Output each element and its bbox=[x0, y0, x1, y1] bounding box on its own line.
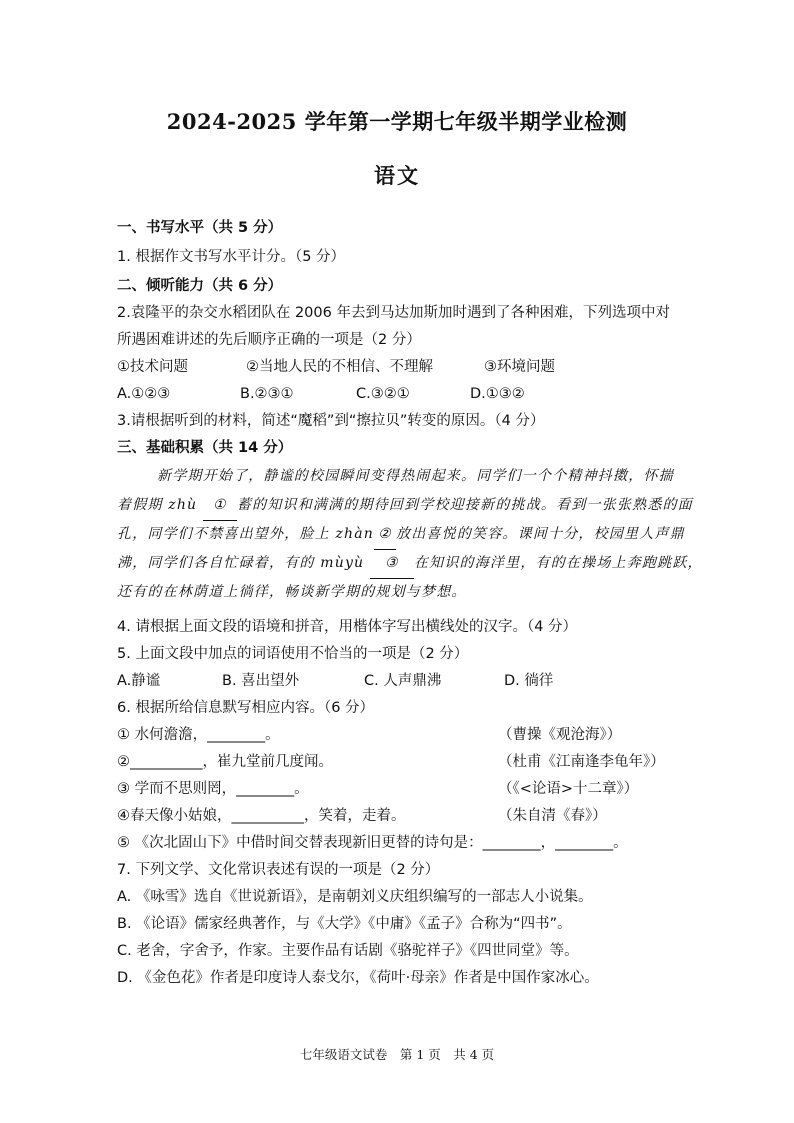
page-footer: 七年级语文试卷 第 1 页 共 4 页 bbox=[299, 1047, 495, 1062]
q2-option-a: A.①②③ bbox=[117, 386, 171, 402]
q5-option-a: A.静谧 bbox=[117, 673, 161, 689]
q6-item-3: ③ 学而不思则罔，________。 bbox=[117, 781, 309, 797]
exam-subject: 语文 bbox=[374, 163, 420, 188]
section-3-heading: 三、基础积累（共 14 分） bbox=[117, 440, 293, 456]
q7-option-b: B. 《论语》儒家经典著作，与《大学》《中庸》《孟子》合称为“四书”。 bbox=[117, 916, 572, 932]
q7-option-a: A. 《咏雪》选自《世说新语》，是南朝刘义庆组织编写的一部志人小说集。 bbox=[117, 889, 593, 905]
q6-source-1: （曹操《观沧海》） bbox=[498, 727, 622, 743]
q2-item-3: ③环境问题 bbox=[484, 359, 555, 375]
q7-option-d: D. 《金色花》作者是印度诗人泰戈尔，《荷叶·母亲》作者是中国作家冰心。 bbox=[117, 970, 599, 986]
q2-item-1: ①技术问题 bbox=[117, 359, 188, 375]
q5-option-c: C. 人声鼎沸 bbox=[364, 673, 442, 689]
question-1: 1. 根据作文书写水平计分。（5 分） bbox=[117, 249, 346, 265]
question-5: 5. 上面文段中加点的词语使用不恰当的一项是（2 分） bbox=[117, 646, 469, 662]
q2-option-b: B.②③① bbox=[240, 386, 294, 402]
question-7: 7. 下列文学、文化常识表述有误的一项是（2 分） bbox=[117, 862, 440, 878]
q6-item-5: ⑤ 《次北固山下》中借时间交替表现新旧更替的诗句是：________，________。 bbox=[117, 835, 628, 851]
q2-option-c: C.③②① bbox=[356, 386, 410, 402]
question-2-line-1: 2.袁隆平的杂交水稻团队在 2006 年去到马达加斯加时遇到了各种困难，下列选项中对 bbox=[117, 305, 670, 321]
question-2-line-2: 所遇困难讲述的先后顺序正确的一项是（2 分） bbox=[117, 332, 421, 348]
section-1-heading: 一、书写水平（共 5 分） bbox=[117, 220, 283, 236]
q6-source-2: （杜甫《江南逢李龟年》） bbox=[498, 754, 665, 770]
question-6: 6. 根据所给信息默写相应内容。（6 分） bbox=[117, 700, 375, 716]
q6-item-4: ④春天像小姑娘，__________，笑着，走着。 bbox=[117, 808, 406, 824]
q5-option-b: B. 喜出望外 bbox=[222, 673, 300, 689]
question-3: 3.请根据听到的材料，简述“魔稻”到“擦拉贝”转变的原因。（4 分） bbox=[117, 413, 545, 429]
passage-line-4: 沸，同学们各自忙碌着，有的 mùyù ③ 在知识的海洋里，有的在操场上奔跑跳跃， bbox=[117, 549, 687, 579]
passage-line-1: 新学期开始了，静谧的校园瞬间变得热闹起来。同学们一个个精神抖擞，怀揣 bbox=[157, 468, 674, 484]
passage-line-3: 孔，同学们不禁喜出望外，脸上 zhàn ② 放出喜悦的笑容。课间十分，校园里人声鼎 bbox=[117, 520, 687, 550]
blank-2: ② bbox=[374, 520, 396, 550]
q6-source-4: （朱自清《春》） bbox=[498, 808, 607, 824]
q6-source-3: （《<论语>十二章》） bbox=[498, 781, 639, 797]
q5-option-d: D. 徜徉 bbox=[504, 673, 554, 689]
passage-line-5: 还有的在林荫道上徜徉，畅谈新学期的规划与梦想。 bbox=[117, 584, 467, 600]
q6-item-1: ① 水何澹澹，________。 bbox=[117, 727, 280, 743]
q6-item-2: ②__________，崔九堂前几度闻。 bbox=[117, 754, 333, 770]
blank-3: ③ bbox=[370, 549, 414, 579]
exam-title: 2024-2025 学年第一学期七年级半期学业检测 bbox=[166, 109, 628, 134]
q2-option-d: D.①③② bbox=[470, 386, 525, 402]
blank-1: ① bbox=[203, 491, 237, 521]
question-4: 4. 请根据上面文段的语境和拼音，用楷体字写出横线处的汉字。（4 分） bbox=[117, 619, 578, 635]
q7-option-c: C. 老舍，字舍予，作家。主要作品有话剧《骆驼祥子》《四世同堂》等。 bbox=[117, 943, 579, 959]
q2-item-2: ②当地人民的不相信、不理解 bbox=[246, 359, 433, 375]
passage-line-2: 着假期 zhù ① 蓄的知识和满满的期待回到学校迎接新的挑战。看到一张张熟悉的面 bbox=[117, 491, 687, 521]
section-2-heading: 二、倾听能力（共 6 分） bbox=[117, 278, 283, 294]
